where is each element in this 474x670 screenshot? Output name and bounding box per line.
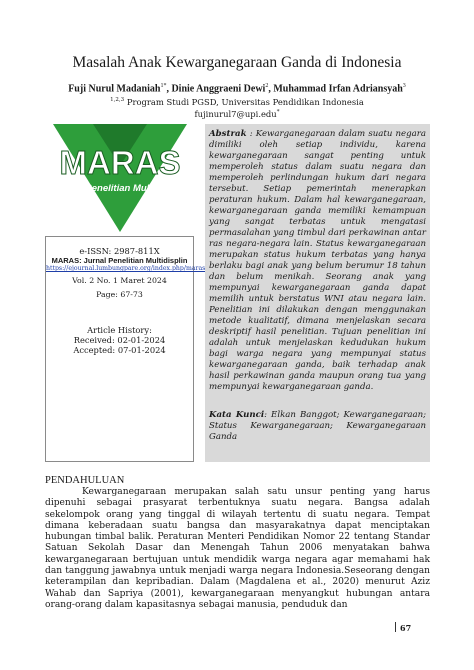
keywords-paragraph (209, 410, 426, 443)
author-name: Dinie Anggraeni Dewi (171, 83, 266, 95)
affiliation (0, 97, 474, 107)
author-list (0, 83, 474, 94)
affiliation-text: Program Studi PGSD, Universitas Pendidikan Indonesia (126, 97, 364, 107)
section-heading: PENDAHULUAN (45, 475, 125, 486)
paper-title: Masalah Anak Kewarganegaraan Ganda di Indonesia (72, 54, 402, 71)
author-marker: 1* (160, 83, 167, 89)
page-number: 67 (400, 623, 412, 633)
journal-logo (45, 124, 195, 234)
maras-logo-graphic (45, 124, 195, 234)
email-text: fujinurul7@upi.edu (194, 109, 277, 119)
intro-paragraph: Kewarganegaraan merupakan salah satu unsur penting yang harus dipenuhi sebagai prasyarat terbentuknya suatu negara. Bangsa adalah sekelompok orang yang tinggal di wilayah tertentu di suatu negara. Tempat dimana keberadaan suatu bangsa dan masyarakatnya dapat menciptakan hubungan timbal balik. Peraturan Menteri Pendidikan Nomor 22 tentang Standar Satuan Sekolah Dasar dan Menengah Tahun 2006 menyatakan bahwa kewarganegaraan bertujuan untuk mendidik warga negara agar memahami hak dan tanggung jawabnya untuk menjadi warga negara Indonesia.Seseorang dengan keterampilan dan kepribadian. Dalam (Magdalena et al., 2020) menurut Aziz Wahab dan Sapriya (2001), kewarganegaraan menyangkut hubungan antara orang-orang dalam kapasitasnya sebagai manusia, penduduk dan (45, 487, 430, 610)
author-separator: , (268, 83, 274, 95)
volume-info: Vol. 2 No. 1 Maret 2024 (72, 276, 167, 285)
logo-word: MARAS (59, 144, 181, 181)
article-info-box (45, 236, 206, 462)
journal-url-link[interactable]: https://ejournal.lumbungpare.org/index.php/maras (46, 265, 206, 272)
keywords-label: Kata Kunci (209, 410, 265, 420)
intro-body (45, 487, 430, 611)
abstract-box (205, 124, 430, 462)
eissn: e-ISSN: 2987-811X (79, 246, 160, 256)
footer-divider (395, 622, 396, 632)
received-date: Received: 02-01-2024 (73, 335, 166, 345)
author-marker: 2 (265, 83, 269, 89)
email-marker: * (276, 109, 280, 116)
author-separator: , (166, 83, 172, 95)
affiliation-marker: 1,2,3 (110, 97, 125, 104)
abstract-colon: : (246, 129, 256, 139)
author-name: Fuji Nurul Madaniah (68, 83, 161, 95)
corresponding-email (0, 109, 474, 119)
author-name: Muhammad Irfan Adriansyah (273, 83, 403, 95)
accepted-date: Accepted: 07-01-2024 (73, 345, 166, 355)
keywords-text: : Elkan Banggot; Kewarganegaraan; Status Kewarganegaraan; Kewarganegaraan Ganda (209, 410, 427, 442)
abstract-label: Abstrak (209, 129, 247, 139)
page-footer (395, 622, 411, 633)
author-marker: 3 (402, 83, 406, 89)
history-heading: Article History: (87, 325, 152, 335)
journal-name: MARAS: Jurnal Penelitian Multidisplin (51, 256, 188, 265)
abstract-text: Kewarganegaraan dalam suatu negara dimiliki oleh setiap individu, karena kewarganegaraan sangat penting untuk memperoleh status dalam suatu negara dan memperoleh perlindungan hukum dari negara tersebut. Setiap pemerintah menerapkan peraturan hukum. Dalam hal kewarganegaraan, kewarganegaraan ganda memiliki kemampuan yang sangat terbatas untuk mengatasi permasalahan yang timbul dari perkawinan antar ras negara-negara lain. Status kewarganegaraan merupakan status hukum terbatas yang hanya berlaku bagi anak yang belum berumur 18 tahun dan belum menikah. Seorang anak yang mempunyai kewarganegaraan ganda dapat memilih untuk berstatus WNI atau negara lain. Penelitian ini dilakukan dengan menggunakan metode kualitatif, dimana menjelaskan secara deskriptif hasil penelitian. Tujuan penelitian ini adalah untuk menjelaskan kedudukan hukum bagi warga negara yang mempunyai status kewarganegaraan ganda, baik terhadap anak hasil perkawinan ganda maupun orang tua yang mempunyai kewarganegaraan ganda. (209, 129, 427, 392)
page-range: Page: 67-73 (96, 290, 143, 299)
abstract-paragraph (209, 129, 426, 393)
logo-subtitle: Jurnal Penelitian Multidisplin (54, 183, 186, 194)
